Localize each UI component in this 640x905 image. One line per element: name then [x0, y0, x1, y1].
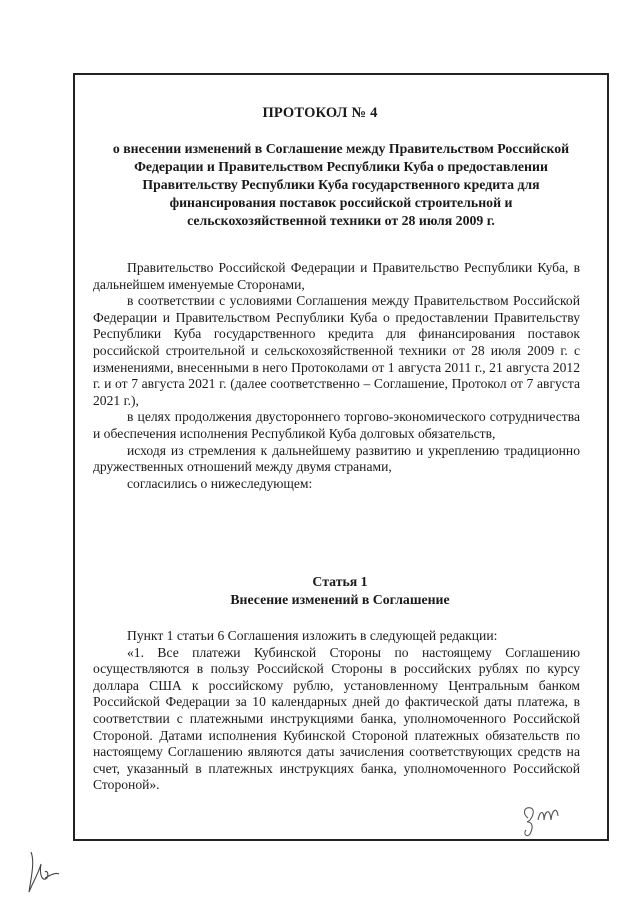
preamble-paragraph: согласились о нижеследующем: — [127, 475, 313, 491]
article-paragraph: Пункт 1 статьи 6 Соглашения изложить в следующей редакции: — [127, 628, 498, 643]
preamble-paragraph: Правительство Российской Федерации и Правительство Республики Куба, в дальнейшем именуемые Сторонами, — [93, 260, 580, 292]
article-body — [93, 628, 580, 794]
preamble-paragraph: в соответствии с условиями Соглашения между Правительством Российской Федерации и Правительством Республики Куба о предоставлении Правительству Республики Куба государственного кредита для финансирования поставок российской строительной и сельскохозяйственной техники от 28 июля 2009 г. с изменениями, внесенными в него Протоколами от 1 августа 2011 г., 21 августа 2012 г. и от 7 августа 2021 г. (далее соответственно – Соглашение, Протокол от 7 августа 2021 г.), — [93, 293, 580, 408]
article-heading: Внесение изменений в Соглашение — [230, 592, 450, 607]
preamble-paragraph: в целях продолжения двустороннего торгово-экономического сотрудничества и обеспечения исполнения Республикой Куба долговых обязательств, — [93, 409, 580, 441]
preamble-paragraph: исходя из стремления к дальнейшему развитию и укреплению традиционно дружественных отношений между двумя странами, — [93, 442, 580, 475]
preamble — [93, 260, 580, 492]
handwritten-initials — [520, 800, 580, 840]
article-paragraph: «1. Все платежи Кубинской Стороны по настоящему Соглашению осуществляются в пользу Российской Стороны в российских рублях по курсу доллара США к российскому рублю, установленному Центральным банком Российской Федерации за 10 календарных дней до фактической даты платежа, в соответствии с платежными инструкциями банка, уполномоченного Российской Стороной. Датами исполнения Кубинской Стороной платежных обязательств по настоящему Соглашению являются даты зачисления соответствующих средств на счет, указанный в платежных инструкциях банка, уполномоченного Российской Стороной». — [93, 644, 580, 793]
document-title: ПРОТОКОЛ № 4 — [262, 105, 378, 121]
handwritten-signature — [25, 848, 65, 898]
document-subtitle: о внесении изменений в Соглашение между Правительством Российской Федерации и Правительством Республики Куба о предоставлении Правительству Республики Куба государственного кредита для финансирования поставок российской строительной и сельскохозяйственной техники от 28 июля 2009 г. — [112, 141, 570, 228]
article-number: Статья 1 — [312, 574, 368, 589]
